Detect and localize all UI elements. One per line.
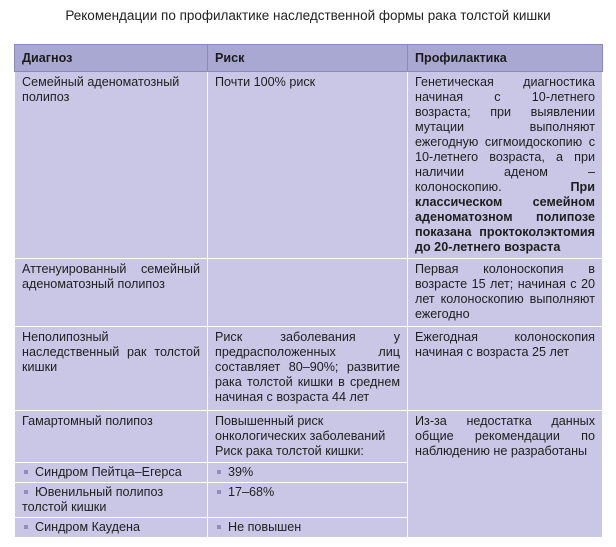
prevention-text: Генетическая диагностика начиная с 10-летнего возраста; при выявлении мутации выполняют ежегодную сигмоидоскопию с 10-летнего возраста, а при наличии аденом – колоноскопию. <box>415 75 595 194</box>
risk-cell <box>208 411 408 463</box>
bullet-icon <box>24 490 28 494</box>
subrisk-cell: Не повышен <box>208 518 408 538</box>
risk-cell: Почти 100% риск <box>208 72 408 259</box>
diagnosis-cell: Аттенуированный семейный аденоматозный полипоз <box>15 259 208 327</box>
prevention-bold-text: При классическом семейном аденоматозном полипозе показана проктоколэктомия до 20-летнего возраста <box>415 180 595 254</box>
recommendations-table <box>14 44 603 538</box>
risk-text: Повышенный риск онкологических заболеваний <box>215 414 386 443</box>
subdiagnosis-cell: Синдром Пейтца–Егерса <box>15 463 208 483</box>
prevention-cell: Из-за недостатка данных общие рекомендации по наблюдению не разработаны <box>408 411 603 538</box>
table-row <box>15 259 603 327</box>
header-prevention: Профилактика <box>408 45 603 72</box>
risk-cell <box>208 259 408 327</box>
table-header-row <box>15 45 603 72</box>
bullet-icon <box>24 525 28 529</box>
header-diagnosis: Диагноз <box>15 45 208 72</box>
subrisk-cell: 17–68% <box>208 483 408 518</box>
prevention-cell: Ежегодная колоноскопия начиная с возраста 25 лет <box>408 327 603 411</box>
subdiagnosis-cell: Синдром Каудена <box>15 518 208 538</box>
table-row <box>15 72 603 259</box>
bullet-icon <box>217 470 221 474</box>
bullet-icon <box>217 525 221 529</box>
risk-subtext: Риск рака толстой кишки: <box>215 444 364 458</box>
prevention-cell <box>408 72 603 259</box>
table-row <box>15 327 603 411</box>
page-title: Рекомендации по профилактике наследственной формы рака толстой кишки <box>65 8 551 23</box>
risk-cell: Риск заболевания у предрасположенных лиц составляет 80–90%; развитие рака толстой кишки в среднем начиная с возраста 44 лет <box>208 327 408 411</box>
subrisk-cell: 39% <box>208 463 408 483</box>
prevention-cell: Первая колоноскопия в возрасте 15 лет; начиная с 20 лет колоноскопию выполняют ежегодно <box>408 259 603 327</box>
bullet-icon <box>217 490 221 494</box>
table-row <box>15 411 603 463</box>
diagnosis-cell: Неполипозный наследственный рак толстой кишки <box>15 327 208 411</box>
bullet-icon <box>24 470 28 474</box>
diagnosis-cell: Семейный аденоматозный полипоз <box>15 72 208 259</box>
diagnosis-cell: Гамартомный полипоз <box>15 411 208 463</box>
header-risk: Риск <box>208 45 408 72</box>
subdiagnosis-cell: Ювенильный полипоз толстой кишки <box>15 483 208 518</box>
